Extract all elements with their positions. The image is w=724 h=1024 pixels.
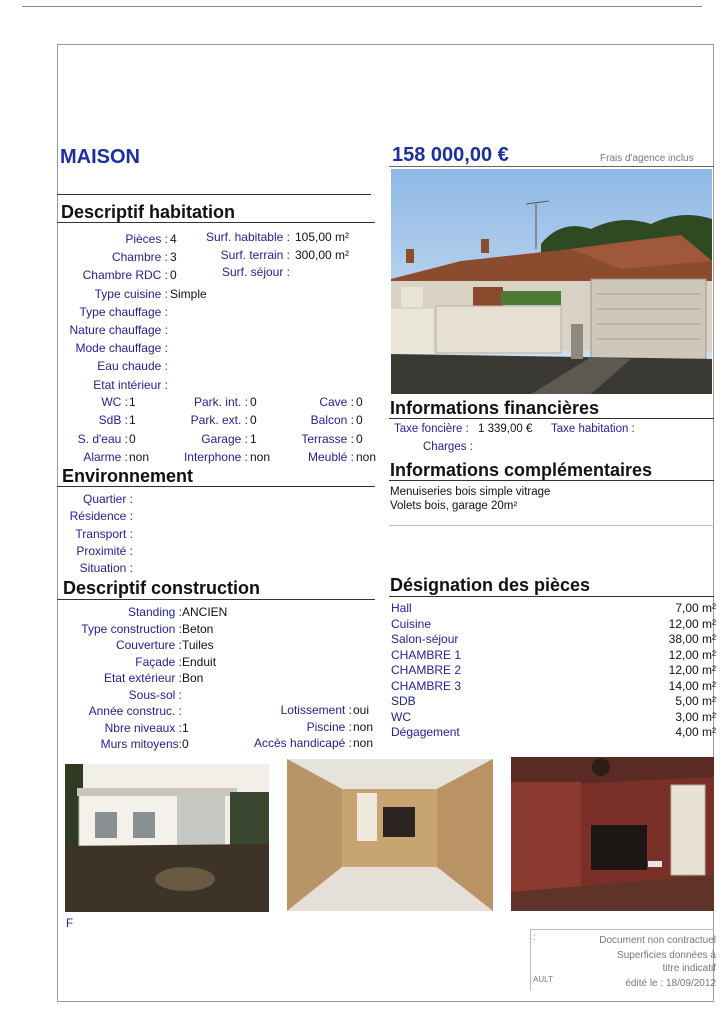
equipment-field-0-1-label: Park. int. : xyxy=(193,395,248,409)
surface-field-0-value: 105,00 m² xyxy=(295,230,350,244)
construction-field-3-value: Enduit xyxy=(182,654,217,669)
equipment-field-3-2-value: non xyxy=(356,449,377,464)
room-area: 12,00 m² xyxy=(668,647,716,662)
equipment-field-0-2-value: 0 xyxy=(356,395,363,409)
habitation-field-8-label: Etat intérieur : xyxy=(93,377,168,392)
surface-field-0-label: Surf. habitable : xyxy=(205,230,290,244)
equipment-field-1-0-label: SdB : xyxy=(98,413,128,428)
equipment-field-1-1-label: Park. ext. : xyxy=(190,413,248,428)
equipment-field-0-2-label: Cave : xyxy=(319,395,354,409)
construction-field-2-label: Couverture : xyxy=(115,638,182,652)
bedroom-photo xyxy=(511,757,714,911)
construction-field-1-value: Beton xyxy=(182,621,214,636)
environnement-field-0-label: Quartier : xyxy=(82,492,133,506)
room-name: Hall xyxy=(391,601,412,615)
section-heading-environnement: Environnement xyxy=(62,466,194,486)
equipment-field-0-0-label: WC : xyxy=(101,395,128,409)
equipment-field-0-0-value: 1 xyxy=(129,395,136,409)
construction-field-0-value: ANCIEN xyxy=(182,605,228,619)
section-heading-pieces: Désignation des pièces xyxy=(390,575,591,595)
room-name: Dégagement xyxy=(391,725,460,739)
construction-field-6-label: Année construc. : xyxy=(88,704,182,718)
equipment-field-2-1-value: 1 xyxy=(250,431,257,446)
equipment-field-3-0-value: non xyxy=(129,449,150,464)
equipment-field-2-2-label: Terrasse : xyxy=(301,431,354,446)
construction-field-8-value: 0 xyxy=(182,737,189,751)
room-name: CHAMBRE 2 xyxy=(391,663,462,677)
living-room-photo xyxy=(287,759,493,911)
footer-left-mark: F xyxy=(66,918,74,930)
taxe-fonciere-label: Taxe foncière : xyxy=(394,423,469,435)
room-area: 14,00 m² xyxy=(668,678,716,693)
construction-rule xyxy=(57,599,375,600)
room-area: 3,00 m² xyxy=(675,709,716,724)
construction-extra-0-value: oui xyxy=(353,703,370,717)
habitation-field-1-value: 3 xyxy=(170,250,177,265)
garden-photo xyxy=(65,764,269,912)
habitation-field-3-value: Simple xyxy=(170,286,207,301)
room-area: 12,00 m² xyxy=(668,616,716,631)
disclaimer-line-2: Superficies données à xyxy=(617,950,716,961)
construction-field-4-label: Etat extérieur : xyxy=(103,671,182,685)
property-type-title: MAISON xyxy=(60,146,140,168)
footer-divider xyxy=(530,929,531,991)
equipment-field-2-0-label: S. d'eau : xyxy=(77,431,128,446)
habitation-field-0-label: Pièces : xyxy=(125,232,168,246)
house-exterior-photo xyxy=(391,169,712,394)
environnement-field-2-label: Transport : xyxy=(75,526,133,541)
room-name: Salon-séjour xyxy=(391,632,459,646)
charges-label: Charges : xyxy=(423,441,473,453)
equipment-field-0-1-value: 0 xyxy=(250,395,257,409)
section-heading-construction: Descriptif construction xyxy=(63,578,261,598)
equipment-field-2-2-value: 0 xyxy=(356,431,363,446)
taxe-habitation-label: Taxe habitation : xyxy=(551,423,635,435)
equipment-field-1-1-value: 0 xyxy=(250,413,257,428)
environnement-field-3-label: Proximité : xyxy=(76,543,133,558)
room-name: SDB xyxy=(391,694,416,708)
habitation-rule xyxy=(57,222,375,223)
agency-fragment: AULT xyxy=(533,975,553,984)
habitation-field-5-label: Nature chauffage : xyxy=(69,323,168,337)
room-name: CHAMBRE 1 xyxy=(391,647,462,662)
section-heading-complementaires: Informations complémentaires xyxy=(390,460,653,480)
habitation-field-3-label: Type cuisine : xyxy=(94,286,168,301)
equipment-field-2-0-value: 0 xyxy=(129,431,136,446)
footer-rule xyxy=(530,929,714,930)
habitation-field-2-label: Chambre RDC : xyxy=(82,268,168,283)
habitation-field-0-value: 4 xyxy=(170,232,177,246)
surface-field-2-label: Surf. séjour : xyxy=(221,265,290,279)
habitation-field-6-label: Mode chauffage : xyxy=(75,341,168,356)
room-area: 4,00 m² xyxy=(675,725,716,739)
habitation-field-4-label: Type chauffage : xyxy=(79,304,168,319)
price: 158 000,00 € xyxy=(392,144,509,166)
edited-date: édité le : 18/09/2012 xyxy=(625,978,716,989)
taxe-fonciere-value: 1 339,00 € xyxy=(478,423,533,435)
construction-field-1-label: Type construction : xyxy=(81,621,182,636)
surface-field-1-value: 300,00 m² xyxy=(295,247,350,262)
section-heading-financier: Informations financières xyxy=(390,398,600,418)
construction-field-7-label: Nbre niveaux : xyxy=(104,720,182,735)
environnement-rule xyxy=(57,486,375,487)
construction-field-5-label: Sous-sol : xyxy=(128,687,182,702)
title-rule xyxy=(57,194,371,195)
habitation-field-2-value: 0 xyxy=(170,268,177,283)
price-note: Frais d'agence inclus xyxy=(600,153,694,164)
equipment-field-3-0-label: Alarme : xyxy=(83,449,128,464)
room-area: 7,00 m² xyxy=(675,601,716,615)
construction-extra-2-label: Accès handicapé : xyxy=(253,736,352,750)
disclaimer-line-3: titre indicatif xyxy=(662,963,716,974)
environnement-field-1-label: Résidence : xyxy=(69,509,133,524)
construction-field-2-value: Tuiles xyxy=(182,638,214,652)
pieces-rule xyxy=(389,596,714,597)
room-name: Cuisine xyxy=(391,616,432,631)
price-rule xyxy=(389,166,714,167)
habitation-field-1-label: Chambre : xyxy=(111,250,168,265)
construction-field-3-label: Façade : xyxy=(135,654,182,669)
financier-rule xyxy=(389,418,714,419)
equipment-field-3-1-value: non xyxy=(250,449,271,464)
construction-field-8-label: Murs mitoyens: xyxy=(100,737,182,751)
equipment-field-1-2-value: 0 xyxy=(356,413,363,428)
room-name: WC xyxy=(391,709,411,724)
construction-field-7-value: 1 xyxy=(182,720,189,735)
section-heading-habitation: Descriptif habitation xyxy=(61,202,236,222)
equipment-field-1-0-value: 1 xyxy=(129,413,136,428)
room-name: CHAMBRE 3 xyxy=(391,678,462,693)
footer-colon: : xyxy=(533,932,536,943)
complementaires-line-1: Menuiseries bois simple vitrage xyxy=(390,486,551,498)
equipment-field-2-1-label: Garage : xyxy=(201,431,248,446)
equipment-field-1-2-label: Balcon : xyxy=(310,413,354,428)
construction-extra-1-value: non xyxy=(353,719,374,734)
environnement-field-4-label: Situation : xyxy=(79,561,133,576)
equipment-field-3-2-label: Meublé : xyxy=(307,449,354,464)
room-area: 38,00 m² xyxy=(668,632,716,646)
construction-extra-2-value: non xyxy=(353,736,374,750)
construction-field-0-label: Standing : xyxy=(127,605,182,619)
construction-field-4-value: Bon xyxy=(182,671,204,685)
construction-extra-1-label: Piscine : xyxy=(306,719,352,734)
habitation-field-7-label: Eau chaude : xyxy=(97,359,168,374)
room-area: 5,00 m² xyxy=(675,694,716,708)
surface-field-1-label: Surf. terrain : xyxy=(220,247,290,262)
disclaimer-line-1: Document non contractuel xyxy=(599,935,716,946)
scan-edge-line xyxy=(22,6,702,7)
complementaires-rule xyxy=(389,480,714,481)
complementaires-line-2: Volets bois, garage 20m² xyxy=(390,500,518,512)
equipment-field-3-1-label: Interphone : xyxy=(183,449,248,464)
room-area: 12,00 m² xyxy=(668,663,716,677)
construction-extra-0-label: Lotissement : xyxy=(280,703,352,717)
complementaires-bottom-rule xyxy=(389,525,714,526)
